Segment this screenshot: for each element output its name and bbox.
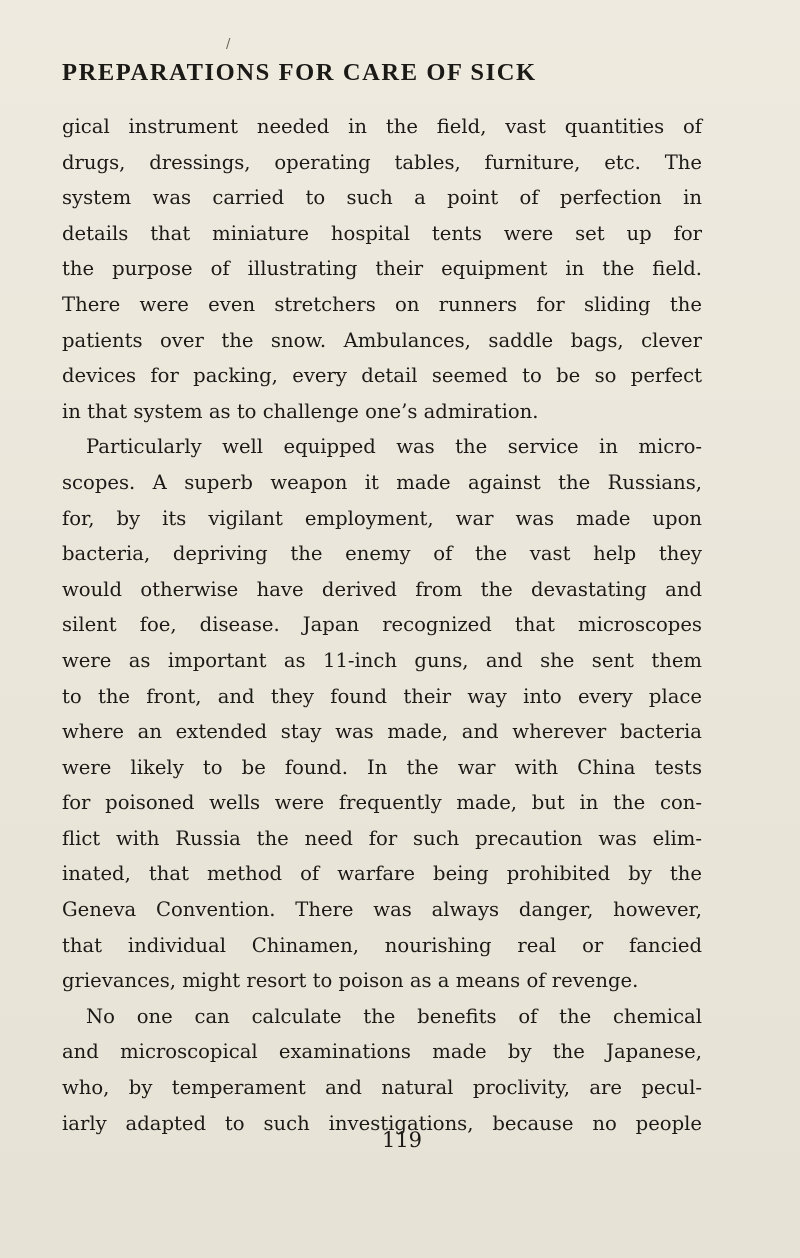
text-line: details that miniature hospital tents were set up for [62, 221, 702, 245]
stray-mark: / [226, 37, 231, 52]
body-text [62, 109, 702, 1141]
text-line: inated, that method of warfare being prohibited by the [62, 862, 702, 886]
text-line: were likely to be found. In the war with China tests [62, 755, 702, 779]
text-line: who, by temperament and natural proclivity, are pecul- [62, 1076, 702, 1100]
text-line: drugs, dressings, operating tables, furniture, etc. The [62, 150, 702, 174]
text-line: devices for packing, every detail seemed to be so perfect [62, 364, 702, 388]
text-line: that individual Chinamen, nourishing real or fancied [62, 933, 702, 957]
text-line: where an extended stay was made, and wherever bacteria [62, 720, 702, 744]
running-title: PREPARATIONS FOR CARE OF SICK [62, 59, 537, 86]
text-line: in that system as to challenge one’s admiration. [62, 399, 539, 423]
text-line: were as important as 11-inch guns, and she sent them [62, 648, 702, 672]
text-line: scopes. A superb weapon it made against the Russians, [62, 470, 702, 494]
text-line: system was carried to such a point of perfection in [62, 186, 702, 210]
text-line: for, by its vigilant employment, war was made upon [62, 506, 702, 530]
text-line: patients over the snow. Ambulances, saddle bags, clever [62, 328, 702, 352]
text-line: for poisoned wells were frequently made, but in the con- [62, 791, 702, 815]
text-line: Geneva Convention. There was always danger, however, [62, 898, 702, 922]
page-number: 119 [381, 1128, 423, 1152]
text-line: No one can calculate the benefits of the chemical [86, 1004, 702, 1028]
text-line: flict with Russia the need for such precaution was elim- [62, 826, 702, 850]
text-line: iarly adapted to such investigations, because no people [62, 1111, 702, 1135]
text-line: bacteria, depriving the enemy of the vast help they [62, 542, 702, 566]
text-line: There were even stretchers on runners for sliding the [62, 292, 702, 316]
text-line: and microscopical examinations made by the Japanese, [62, 1040, 702, 1064]
text-line: gical instrument needed in the field, vast quantities of [62, 115, 702, 138]
text-line: the purpose of illustrating their equipment in the field. [62, 257, 702, 281]
text-line: to the front, and they found their way into every place [62, 684, 702, 708]
text-line: Particularly well equipped was the service in micro- [86, 435, 702, 459]
text-line: grievances, might resort to poison as a means of revenge. [62, 969, 639, 993]
text-line: silent foe, disease. Japan recognized that microscopes [62, 613, 702, 637]
text-line: would otherwise have derived from the devastating and [62, 577, 702, 601]
